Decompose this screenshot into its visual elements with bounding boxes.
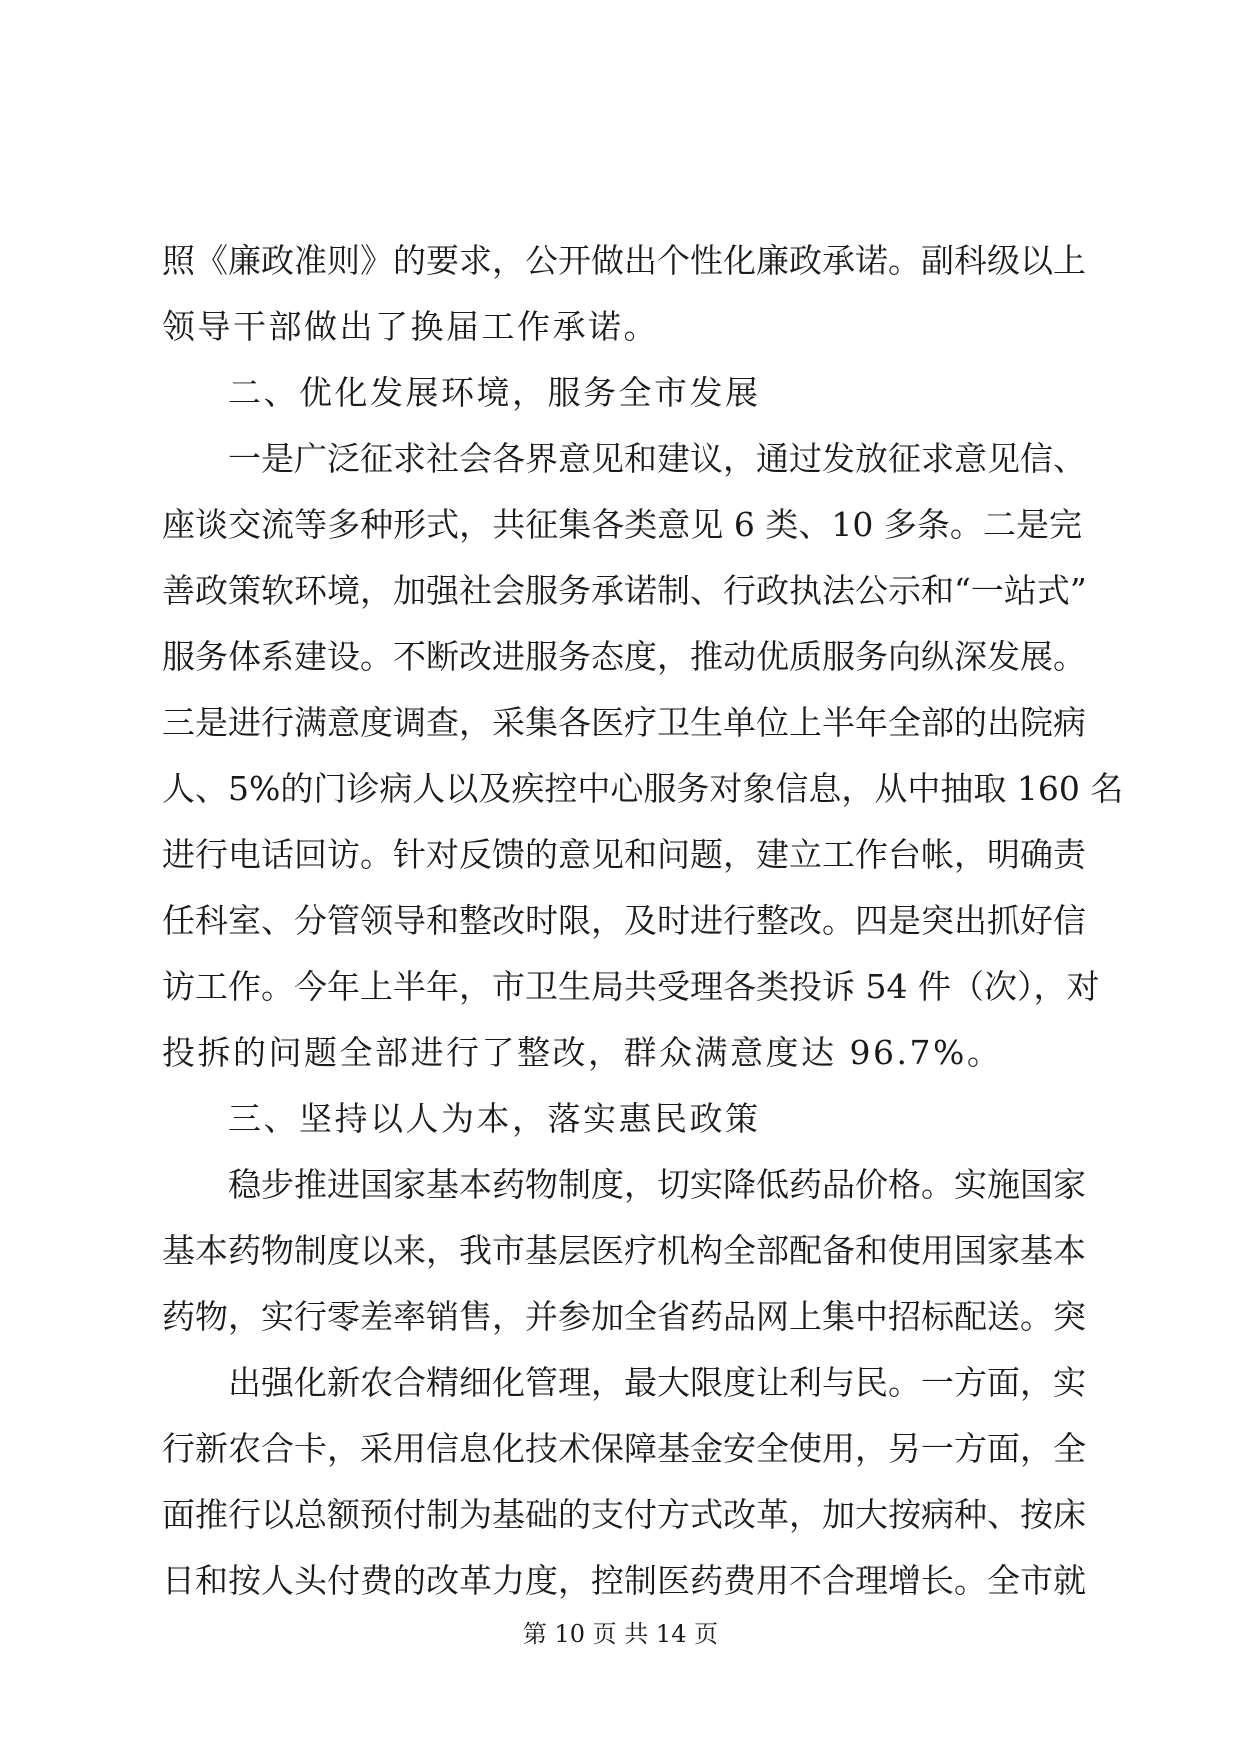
text-line: 善政策软环境，加强社会服务承诺制、行政执法公示和“一站式” — [162, 571, 1087, 610]
text-line: 投拆的问题全部进行了整改，群众满意度达 96.7%。 — [162, 1033, 1003, 1072]
section-heading: 三、坚持以人为本，落实惠民政策 — [228, 1099, 761, 1138]
text-line: 稳步推进国家基本药物制度，切实降低药品价格。实施国家 — [228, 1165, 1086, 1204]
text-line: 三是进行满意度调查，采集各医疗卫生单位上半年全部的出院病 — [162, 703, 1086, 742]
text-line: 进行电话回访。针对反馈的意见和问题，建立工作台帐，明确责 — [162, 835, 1086, 874]
page-number-footer: 第 10 页 共 14 页 — [522, 1620, 719, 1648]
text-line: 出强化新农合精细化管理，最大限度让利与民。一方面，实 — [228, 1363, 1086, 1402]
document-body — [162, 228, 1124, 1614]
text-line: 日和按人头付费的改革力度，控制医药费用不合理增长。全市就 — [162, 1561, 1086, 1600]
text-line: 行新农合卡，采用信息化技术保障基金安全使用，另一方面，全 — [162, 1429, 1086, 1468]
text-line: 访工作。今年上半年，市卫生局共受理各类投诉 54 件（次），对 — [162, 967, 1100, 1006]
text-line: 人、5%的门诊病人以及疾控中心服务对象信息，从中抽取 160 名 — [162, 769, 1124, 808]
text-line: 药物，实行零差率销售，并参加全省药品网上集中招标配送。突 — [162, 1297, 1086, 1336]
text-line: 座谈交流等多种形式，共征集各类意见 6 类、10 多条。二是完 — [162, 505, 1082, 544]
text-line: 照《廉政准则》的要求，公开做出个性化廉政承诺。副科级以上 — [162, 241, 1086, 280]
text-line: 任科室、分管领导和整改时限，及时进行整改。四是突出抓好信 — [162, 901, 1086, 940]
text-line: 基本药物制度以来，我市基层医疗机构全部配备和使用国家基本 — [162, 1231, 1086, 1270]
text-line: 面推行以总额预付制为基础的支付方式改革，加大按病种、按床 — [162, 1495, 1086, 1534]
text-line: 领导干部做出了换届工作承诺。 — [162, 307, 659, 346]
text-line: 一是广泛征求社会各界意见和建议，通过发放征求意见信、 — [228, 439, 1086, 478]
section-heading: 二、优化发展环境，服务全市发展 — [228, 373, 761, 412]
text-line: 服务体系建设。不断改进服务态度，推动优质服务向纵深发展。 — [162, 637, 1086, 676]
